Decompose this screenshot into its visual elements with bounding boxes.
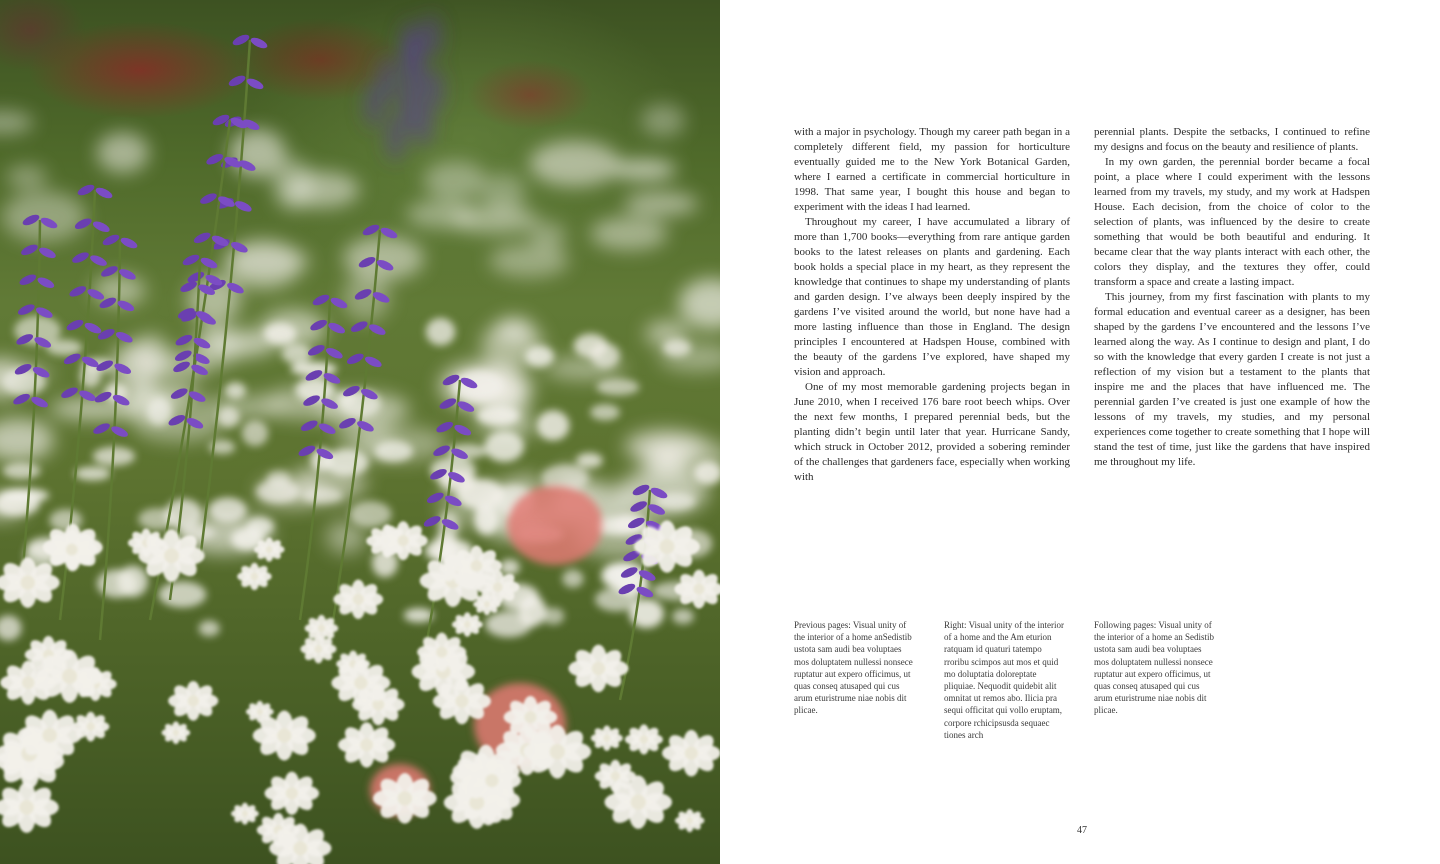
white-flower-head (452, 612, 483, 636)
salvia-floret (249, 36, 269, 51)
white-flower-head (674, 570, 720, 609)
bokeh-salvia (378, 57, 398, 101)
white-flower-cluster (256, 480, 300, 503)
white-flower-head (379, 521, 428, 560)
body-column-left (794, 125, 1070, 485)
salvia-floret (227, 73, 247, 88)
page-number: 47 (1077, 825, 1087, 836)
salvia-floret (71, 250, 91, 265)
salvia-floret (361, 223, 381, 238)
white-flower-cluster (282, 344, 312, 365)
white-flower-cluster (264, 323, 297, 345)
white-flower-head (162, 721, 191, 744)
white-flower-cluster (350, 501, 392, 527)
salvia-floret (101, 233, 121, 248)
salvia-floret (174, 333, 194, 348)
white-flower-head (331, 660, 390, 707)
white-flower-cluster (537, 410, 570, 440)
white-flower-cluster (525, 346, 554, 367)
white-flower-cluster (596, 379, 639, 396)
bokeh-flower (0, 111, 33, 134)
bokeh-flower (624, 192, 699, 216)
salvia-floret (94, 186, 114, 201)
paragraph: with a major in psychology. Though my career path began in a completely different field, my passion for horticulture eventually guided me to the New York Botanical Garden, where I earned a certificate in commercial horticulture in 1998. That same year, I bought this house and began to experiment with the ideas I had learned. (794, 126, 1070, 213)
white-flower-cluster (158, 581, 206, 607)
bokeh-flower (97, 132, 149, 173)
salvia-floret (119, 236, 139, 251)
white-flower-head (523, 725, 591, 779)
salvia-floret (68, 284, 88, 299)
white-flower-head (168, 681, 218, 721)
salvia-floret (231, 33, 251, 48)
white-flower-head (138, 529, 204, 582)
white-flower-head (595, 760, 636, 793)
white-flower-head (625, 724, 663, 754)
salvia-floret (181, 253, 201, 268)
caption-following-pages: Following pages: Visual unity of the interior of a home an Sedistib ustota sam audi bea voluptaes mos doluptatem nullessi nonsece ruptatur aut expero officimus, ut quas conseq atusaped qui cus arum eturistrume niae nobis dit plicae. (1094, 620, 1214, 716)
bokeh-flower (229, 129, 286, 177)
white-flower-cluster (484, 431, 524, 462)
white-flower-head (463, 757, 521, 803)
bokeh-flower (2, 191, 86, 242)
white-flower-cluster (246, 517, 274, 535)
paragraph: One of my most memorable gardening projects began in June 2010, when I received 176 bare root beech whips. Over the next few months, I prepared perennial beds, but the planting didn’t begin until later that year. Hurricane Sandy, which struck in October 2012, provided a sobering reminder of the challenges that gardeners face, especially when working with (794, 381, 1070, 483)
white-flower-head (0, 782, 59, 833)
bokeh-flower (0, 418, 54, 461)
white-flower-head (473, 593, 500, 615)
white-flower-cluster (404, 608, 434, 623)
white-flower-cluster (75, 466, 111, 480)
white-flower-head (333, 580, 383, 620)
white-flower-cluster (147, 398, 172, 426)
white-flower-cluster (476, 406, 519, 426)
white-flower-cluster (2, 463, 40, 480)
white-flower-cluster (225, 382, 246, 399)
white-flower-head (253, 711, 316, 761)
bokeh-flower (482, 174, 525, 214)
bokeh-flower (343, 236, 424, 280)
salvia-floret (199, 191, 219, 206)
white-flower-cluster (426, 318, 455, 346)
white-flower-cluster (590, 404, 620, 420)
white-flower-head (373, 773, 437, 824)
white-flower-head (300, 635, 336, 664)
salvia-floret (20, 242, 40, 257)
bokeh-salvia (385, 117, 405, 161)
bokeh-flower (679, 279, 720, 330)
salvia-floret (76, 183, 96, 198)
white-flower-head (338, 722, 395, 767)
paragraph: Throughout my career, I have accumulated a library of more than 1,700 books—everything from rare antique garden books to the latest releases on plants and gardening. Each book holds a special place in my heart, as they represent the knowledge that continues to shape my understanding of plants and garden design. I’ve always been deeply inspired by the gardens I’ve visited around the world, but none have had a more lasting influence than those in England. The design principles I encountered at Hadspen House, combined with the beauty of the gardens I’ve explored, have shaped my vision and approach. (794, 216, 1070, 378)
white-flower-head (265, 772, 320, 815)
salvia-floret (92, 421, 112, 436)
white-flower-cluster (242, 421, 268, 447)
bokeh-flower (529, 141, 620, 187)
salvia-floret (16, 302, 36, 317)
salvia-floret (435, 420, 455, 435)
white-flower-cluster (117, 565, 148, 597)
white-flower-head (591, 725, 623, 750)
salvia-floret (311, 293, 331, 308)
caption-right: Right: Visual unity of the interior of a home and the Am eturion ratquam id quaturi tatempo rroribu scimpos aut mos et quid mo doluptatia doloreptate pliquiae. Nequodit quidebit alit omnitat ut remos abo. Ilicia pra sequi officitat qui vollo eruptam, corpore rchicipsusda sequaec tiones arch (944, 620, 1065, 740)
salvia-floret (299, 418, 319, 433)
body-column-right (1094, 125, 1370, 470)
salvia-floret (65, 318, 85, 333)
salvia-floret (192, 230, 212, 245)
bokeh-salvia (405, 59, 425, 103)
bokeh-flower (641, 104, 685, 137)
white-flower-head (568, 645, 628, 693)
white-flower-cluster (374, 441, 413, 462)
salvia-floret (110, 424, 130, 439)
poppy-flower (507, 485, 603, 565)
bokeh-flower (199, 395, 288, 419)
bokeh-flower (284, 171, 360, 208)
white-flower-head (36, 650, 103, 703)
white-flower-head (17, 710, 81, 761)
bokeh-salvia (401, 21, 421, 65)
salvia-floret (345, 351, 365, 366)
white-flower-cluster (456, 479, 504, 509)
caption-previous-pages: Previous pages: Visual unity of the interior of a home anSedistib ustota sam audi bea voluptaes mos doluptatem nullessi nonsece ruptatur aut expero officimus, ut quas conseq atusaped qui cus arum eturistrume niae nobis dit plicae. (794, 620, 913, 716)
white-flower-head (634, 520, 700, 572)
paragraph: In my own garden, the perennial border became a focal point, a place where I could experiment with the lessons learned from my travels, my study, and my work at Hadspen House. Each decision, from the choice of color to the selection of plants, was influenced by the desire to create something that would be both beautiful and enduring. It became clear that the way plants interact with each other, the colors they display, and the textures they offer, could transform a space and create a lasting impact. (1094, 156, 1370, 288)
white-flower-cluster (663, 339, 691, 356)
bokeh-salvia (421, 14, 441, 58)
white-flower-cluster (0, 615, 22, 641)
white-flower-head (46, 529, 98, 570)
white-flower-cluster (519, 595, 547, 626)
white-flower-head (237, 563, 271, 590)
salvia-floret (60, 385, 80, 400)
white-flower-cluster (199, 621, 220, 637)
white-flower-head (675, 809, 704, 832)
white-flower-head (662, 730, 720, 777)
white-flower-cluster (576, 453, 603, 468)
white-flower-cluster (562, 570, 583, 588)
white-flower-head (231, 803, 259, 825)
white-flower-head (254, 537, 285, 561)
white-flower-cluster (672, 609, 694, 624)
bokeh-flower (424, 161, 487, 200)
white-flower-cluster (499, 559, 519, 575)
salvia-floret (30, 395, 50, 410)
paragraph: perennial plants. Despite the setbacks, I continued to refine my designs and focus on the beauty and resilience of plants. (1094, 126, 1370, 153)
white-flower-cluster (574, 334, 608, 358)
white-flower-head (417, 633, 466, 672)
bokeh-salvia (413, 103, 433, 147)
bokeh-flower (406, 200, 477, 228)
bokeh-flower (611, 160, 676, 180)
white-flower-cluster (217, 407, 239, 428)
bokeh-flower (6, 165, 47, 188)
white-flower-cluster (209, 497, 247, 522)
salvia-floret (18, 272, 38, 287)
white-flower-cluster (302, 488, 343, 504)
bokeh-flower (489, 244, 569, 278)
bokeh-flower (590, 217, 667, 251)
white-flower-cluster (46, 339, 83, 355)
paragraph: This journey, from my first fascination with plants to my formal education and eventual career as a designer, has been shaped by the gardens I’ve encountered and the lessons I’ve learned along the way. As I continue to design and plant, I do so with the knowledge that every garden I create is not just a reflection of my vision but a testament to the plants that inspire me and the places that have influenced me. The perennial garden I’ve created is just one example of how the lessons of my travels, my studies, and my personal experiences come together to create something that I hope will stand the test of time, just like the gardens that have inspired me throughout my life. (1094, 291, 1370, 468)
white-flower-head (451, 545, 502, 586)
white-flower-cluster (0, 488, 49, 502)
